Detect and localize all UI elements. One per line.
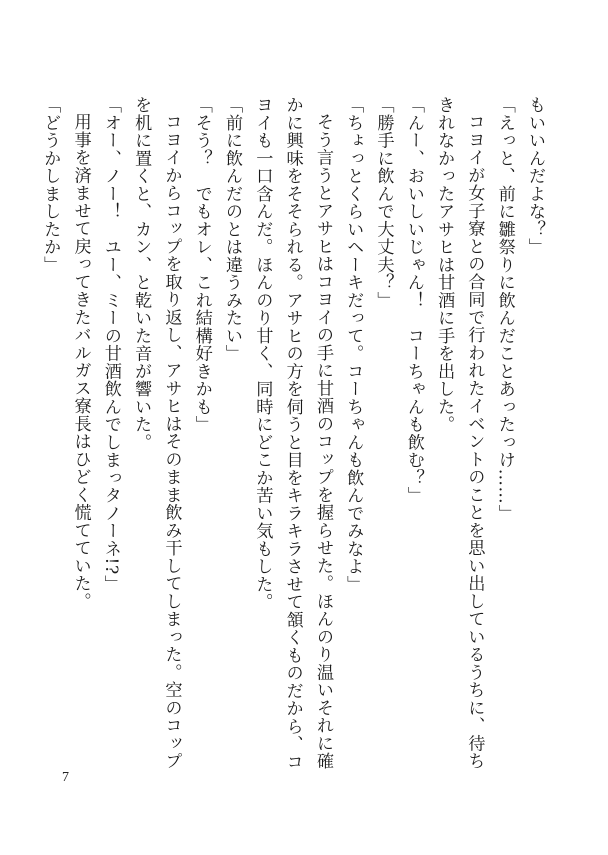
page-number: 7 xyxy=(62,770,69,785)
text-line: 「どうかしましたか」 xyxy=(40,96,61,274)
text-line: そう言うとアサヒはコヨイの手に甘酒のコップを握らせた。ほんのり温いそれに確 xyxy=(312,113,333,770)
text-line: ヨイも一口含んだ。ほんのり甘く、同時にどこか苦い気もした。 xyxy=(252,96,273,611)
text-line: 「えっと、前に雛祭りに飲んだことあったっけ……」 xyxy=(494,96,515,522)
text-line: 「そう？ でもオレ、これ結構好きかも」 xyxy=(191,96,212,434)
text-line: もいいんだよな？」 xyxy=(525,96,545,256)
text-line: コヨイが女子寮との合同で行われたイベントのことを思い出しているうちに、待ち xyxy=(464,113,485,770)
text-line: 「前に飲んだのとは違うみたい」 xyxy=(222,96,243,363)
vertical-text-body xyxy=(35,96,550,771)
text-line: きれなかったアサヒは甘酒に手を出した。 xyxy=(434,96,455,434)
text-line: かに興味をそそられる。アサヒの方を伺うと目をキラキラさせて頷くものだから、コ xyxy=(282,96,303,771)
text-line: 用事を済ませて戻ってきたバルガス寮長はひどく慌てていた。 xyxy=(70,113,91,610)
text-line: 「オー、ノー！ ユー、ミーの甘酒飲んでしまっタノーネ!?」 xyxy=(100,96,121,593)
text-line: 「勝手に飲んで大丈夫？」 xyxy=(373,96,394,309)
text-line: 「ちょっとくらいヘーキだって。コーちゃんも飲んでみなよ」 xyxy=(343,96,364,593)
text-line: 「んー、おいしいじゃん！ コーちゃんも飲む？」 xyxy=(403,96,424,505)
text-line: を机に置くと、カン、と乾いた音が響いた。 xyxy=(131,96,152,451)
text-line: コヨイからコップを取り返し、アサヒはそのまま飲み干してしまった。空のコップ xyxy=(161,113,182,770)
